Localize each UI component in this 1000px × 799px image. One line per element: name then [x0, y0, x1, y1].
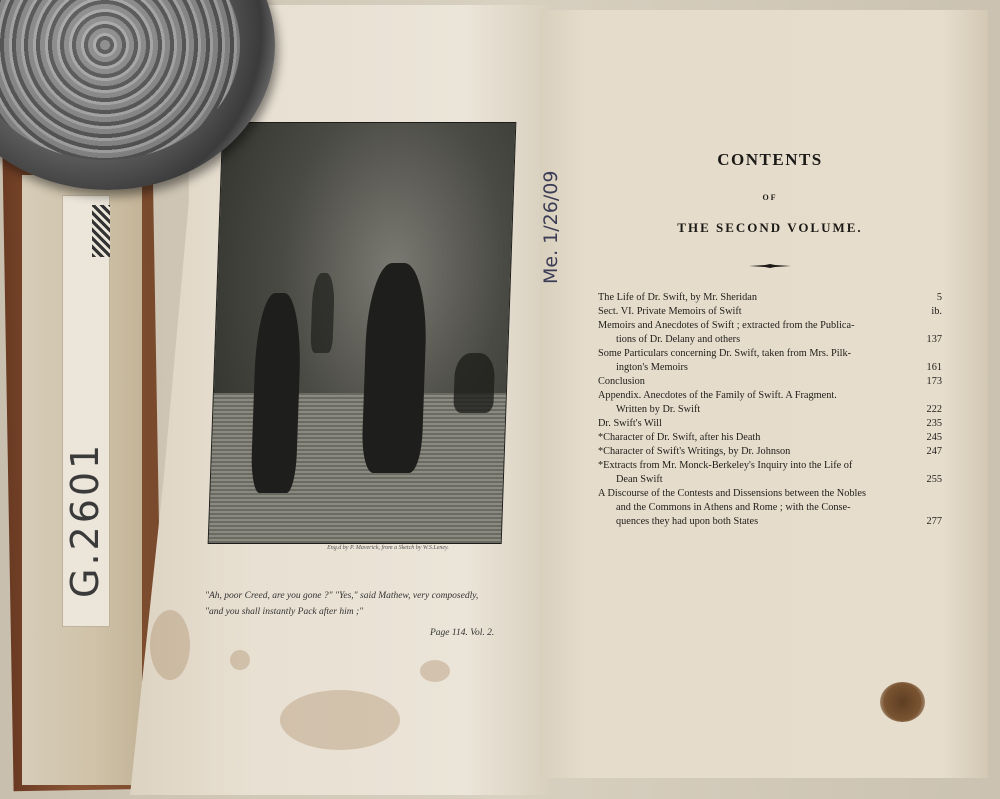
toc-entry-title: Appendix. Anecdotes of the Family of Swift. A Fragment.	[598, 390, 837, 401]
toc-page-number: 235	[926, 418, 942, 429]
toc-entry	[598, 389, 948, 417]
engraving-illustration	[208, 122, 517, 544]
fencer-left-figure	[250, 293, 302, 493]
toc-page-number: 277	[926, 516, 942, 527]
toc-entry-title: Dean Swift	[616, 474, 663, 485]
ornament-rule-icon	[749, 264, 791, 268]
plate-caption	[205, 588, 505, 620]
page-stain	[280, 690, 400, 750]
toc-entry-title: and the Commons in Athens and Rome ; with the Conse-	[616, 502, 851, 513]
toc-entry-title: Some Particulars concerning Dr. Swift, taken from Mrs. Pilk-	[598, 348, 852, 359]
toc-entry-title: The Life of Dr. Swift, by Mr. Sheridan	[598, 292, 758, 303]
toc-page-number: 161	[926, 362, 942, 373]
toc-entry	[598, 445, 948, 459]
toc-page-number: 173	[926, 376, 942, 387]
table-of-contents	[598, 291, 948, 529]
toc-entry	[598, 375, 948, 389]
plate-caption-line: "and you shall instantly Pack after him ;"	[205, 607, 364, 617]
toc-page-number: 255	[926, 474, 942, 485]
foxing-spot	[880, 682, 925, 722]
toc-entry-title: Dr. Swift's Will	[598, 418, 662, 429]
toc-entry-title: Memoirs and Anecdotes of Swift ; extracted from the Publica-	[598, 320, 855, 331]
toc-entry	[598, 291, 948, 305]
toc-page-number: 137	[926, 334, 942, 345]
page-stain	[420, 660, 450, 682]
handwritten-note: Me. 1/26/09	[540, 170, 562, 285]
toc-page-number: 245	[926, 432, 942, 443]
toc-entry	[598, 431, 948, 445]
contents-of: OF	[762, 193, 778, 202]
toc-entry	[598, 347, 948, 375]
toc-entry-title: A Discourse of the Contests and Dissensions between the Nobles	[598, 488, 866, 499]
page-stain	[150, 610, 190, 680]
engraving-credit: Eng.d by P. Maverick, from a Sketch by W.S.Leney.	[327, 545, 449, 551]
toc-entry-title: *Extracts from Mr. Monck-Berkeley's Inquiry into the Life of	[598, 460, 853, 471]
toc-entry-title: Conclusion	[598, 376, 645, 387]
page-stain	[230, 650, 250, 670]
toc-page-number: ib.	[931, 306, 942, 317]
toc-entry-title: Sect. VI. Private Memoirs of Swift	[598, 306, 742, 317]
toc-entry-title: tions of Dr. Delany and others	[616, 334, 741, 345]
onlooker-figure	[310, 273, 335, 353]
toc-entry-title: Written by Dr. Swift	[616, 404, 701, 415]
plate-caption-line: "Ah, poor Creed, are you gone ?" "Yes," said Mathew, very composedly,	[205, 591, 479, 601]
barcode-tag	[92, 205, 110, 257]
contents-heading: CONTENTS	[717, 150, 823, 169]
toc-entry	[598, 319, 948, 347]
volume-subheading: THE SECOND VOLUME.	[677, 220, 863, 235]
toc-entry-title: *Character of Dr. Swift, after his Death	[598, 432, 761, 443]
toc-entry	[598, 417, 948, 431]
library-label-number: G.2601	[63, 441, 107, 599]
toc-entry	[598, 305, 948, 319]
toc-entry	[598, 487, 948, 529]
toc-page-number: 5	[936, 292, 942, 303]
toc-page-number: 247	[926, 446, 942, 457]
toc-entry	[598, 459, 948, 487]
toc-entry-title: ington's Memoirs	[616, 362, 688, 373]
toc-page-number: 222	[926, 404, 942, 415]
fallen-figure	[453, 353, 495, 413]
fencer-right-figure	[361, 263, 428, 473]
toc-entry-title: *Character of Swift's Writings, by Dr. Johnson	[598, 446, 791, 457]
plate-page-reference: Page 114. Vol. 2.	[430, 628, 495, 638]
toc-entry-title: quences they had upon both States	[616, 516, 759, 527]
